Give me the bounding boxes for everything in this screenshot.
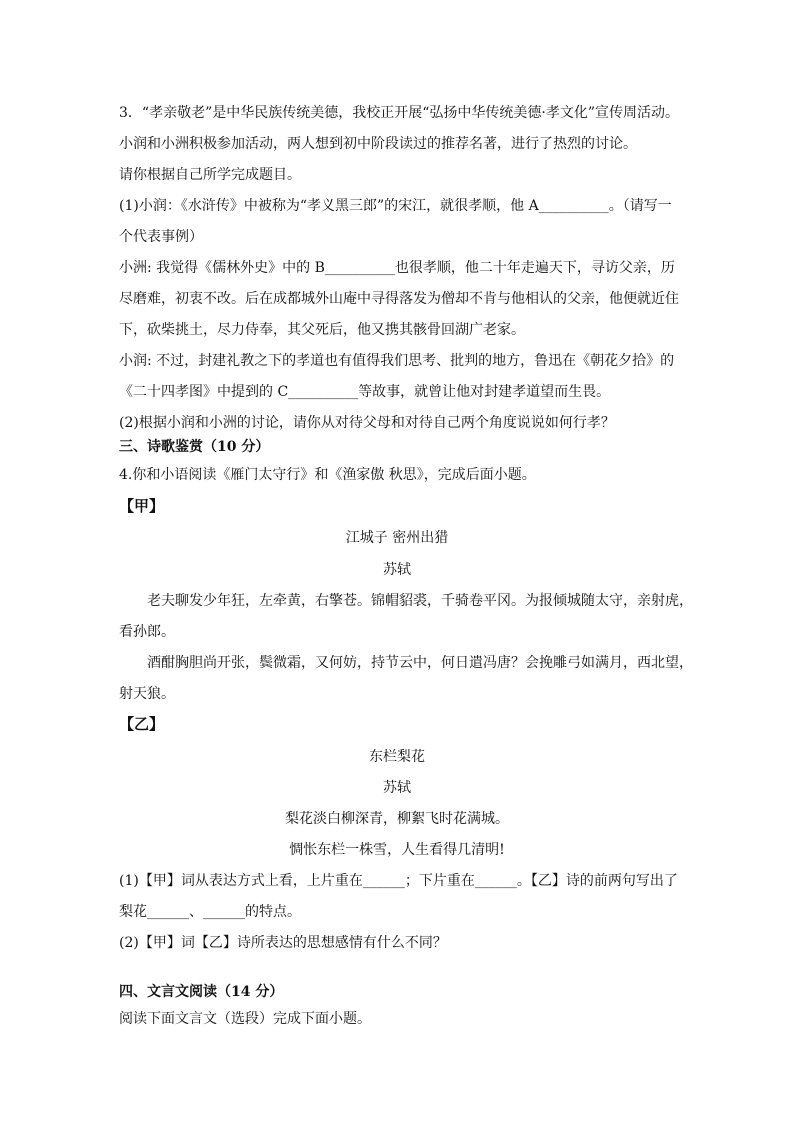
q3-line-8: 下，砍柴挑土，尽力侍奉，其父死后，他又携其骸骨回湖广老家。 — [119, 322, 525, 338]
q3-line-5: 个代表事例） — [119, 229, 203, 245]
poem-2-line-2: 惆怅东栏一株雪，人生看得几清明! — [289, 842, 505, 858]
q3-line-4: (1)小润：《水浒传》中被称为“孝义黑三郎”的宋江，就很孝顺，他 A__________。（请写一 — [119, 198, 672, 214]
q3-line-10: 《二十四孝图》中提到的 C__________等故事，就曾让他对封建孝道望而生畏。 — [119, 384, 611, 400]
section-4-heading: 四、文言文阅读（14 分） — [119, 984, 284, 1000]
poem-1-line-4: 射天狼。 — [119, 686, 175, 702]
q3-line-11: (2)根据小润和小洲的讨论，请你从对待父母和对待自己两个角度说说如何行孝？ — [119, 415, 615, 431]
poem-2-author: 苏轼 — [383, 780, 411, 796]
q3-line-7: 尽磨难，初衷不改。后在成都城外山庵中寻得落发为僧却不肯与他相认的父亲，他便就近住 — [119, 291, 679, 307]
yi-mark: 【乙】 — [119, 715, 165, 733]
poem-1-line-1: 老夫聊发少年狂，左牵黄，右擎苍。锦帽貂裘，千骑卷平冈。为报倾城随太守，亲射虎， — [147, 593, 693, 609]
q3-line-9: 小润: 不过，封建礼教之下的孝道也有值得我们思考、批判的地方，鲁迅在《朝花夕拾》的 — [119, 353, 675, 369]
poem-question-1-line-2: 梨花______、______的特点。 — [119, 904, 301, 920]
poem-1-line-3: 酒酣胸胆尚开张，鬓微霜，又何妨，持节云中，何日遣冯唐？会挽雕弓如满月，西北望， — [147, 655, 693, 671]
poem-question-1-line-1: (1)【甲】词从表达方式上看，上片重在______；下片重在______。【乙】诗的前两句写出了 — [119, 873, 678, 889]
jia-mark: 【甲】 — [119, 497, 165, 515]
poem-1-author: 苏轼 — [383, 562, 411, 578]
section-3-intro: 4.你和小语阅读《雁门太守行》和《渔家傲 秋思》，完成后面小题。 — [119, 467, 536, 483]
poem-1-title: 江城子 密州出猎 — [345, 530, 449, 546]
q3-line-6: 小洲: 我觉得《儒林外史》中的 B__________也很孝顺，他二十年走遍天下，寻访父亲，历 — [119, 260, 675, 276]
q3-line-2: 小润和小洲积极参加活动，两人想到初中阶段读过的推荐名著，进行了热烈的讨论。 — [119, 136, 637, 152]
poem-2-title: 东栏梨花 — [369, 749, 425, 765]
q3-line-1: 3．“孝亲敬老”是中华民族传统美德，我校正开展“弘扬中华传统美德·孝文化”宣传周活动。 — [119, 105, 679, 121]
section-4-intro: 阅读下面文言文（选段）完成下面小题。 — [119, 1011, 371, 1027]
poem-question-2: (2)【甲】词【乙】诗所表达的思想感情有什么不同？ — [119, 935, 447, 951]
poem-1-line-2: 看孙郎。 — [119, 624, 175, 640]
section-3-heading: 三、诗歌鉴赏（10 分） — [119, 439, 270, 455]
poem-2-line-1: 梨花淡白柳深青，柳絮飞时花满城。 — [285, 811, 509, 827]
q3-line-3: 请你根据自己所学完成题目。 — [119, 167, 301, 183]
